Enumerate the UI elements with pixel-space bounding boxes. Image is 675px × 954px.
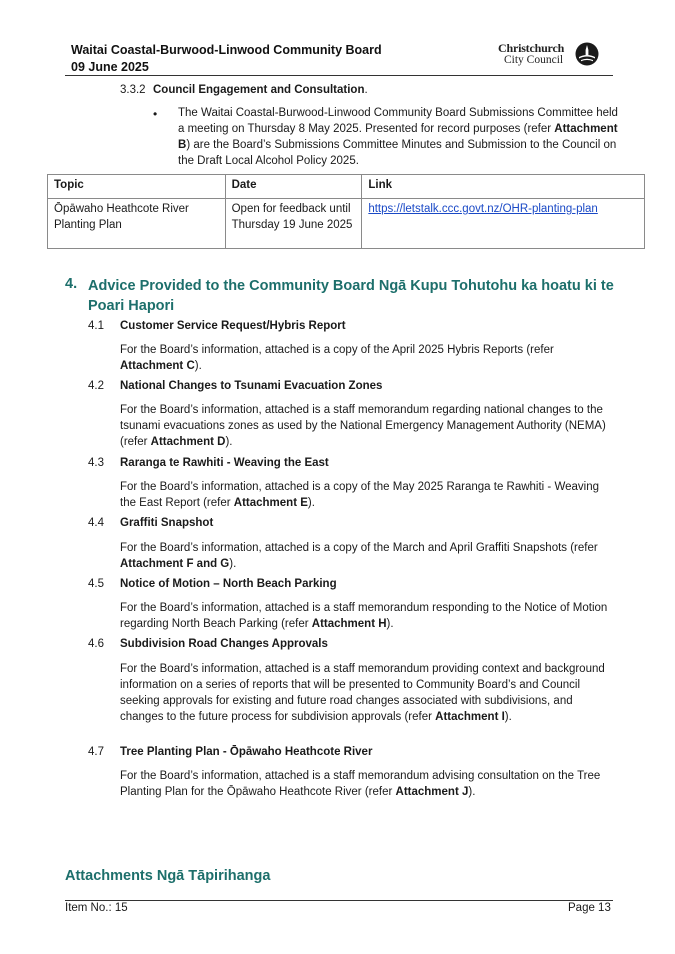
item-body: For the Board’s information, attached is a copy of the April 2025 Hybris Reports (refer Attachment C). [120,344,554,372]
attachment-ref: Attachment J [395,786,469,798]
item-title: Raranga te Rawhiti - Weaving the East [120,457,329,469]
header-rule [65,75,613,76]
item-title: Customer Service Request/Hybris Report [120,320,346,332]
item-title: Notice of Motion – North Beach Parking [120,578,337,590]
item-number: 4.5 [88,578,104,590]
logo-line2: City Council [504,54,564,66]
item-body: For the Board’s information, attached is a copy of the May 2025 Raranga te Rawhiti - Weaving the East Report (refer Attachment E). [120,481,599,509]
bullet-icon: • [153,107,158,121]
item-title: National Changes to Tsunami Evacuation Zones [120,380,383,392]
attachment-ref: Attachment C [120,360,195,372]
col-header-link: Link [362,175,645,199]
bullet-paragraph: The Waitai Coastal-Burwood-Linwood Community Board Submissions Committee held a meeting on Thursday 8 May 2025. Presented for record purposes (refer Attachment B) are the Board’s Submissions Committee Minutes and Submission to the Council on the Draft Local Alcohol Policy 2025. [178,107,618,167]
item-body: For the Board’s information, attached is a staff memorandum providing context and background information on a series of reports that will be presented to Community Board’s and Council seeking approvals for existing and future road changes associated with subdivisions, and changes to the future process for subdivision approvals (refer Attachment I). [120,663,605,723]
item-number: 4.6 [88,638,104,650]
item-number: 4.7 [88,746,104,758]
item-number: 4.4 [88,517,104,529]
cathedral-logo-icon [575,42,599,66]
section-number: 4. [65,276,78,292]
col-header-date: Date [225,175,362,199]
subsection-number: 3.3.2 [120,84,146,96]
council-logo [498,42,600,68]
attachment-ref: Attachment H [311,618,387,630]
attachment-ref: Attachment I [435,711,505,723]
item-number: 4.1 [88,320,104,332]
col-header-topic: Topic [48,175,226,199]
item-number-footer: Item No.: 15 [65,902,128,914]
attachments-heading: Attachments Ngā Tāpirihanga [65,868,271,884]
attachment-ref: Attachment B [178,123,618,151]
item-body: For the Board’s information, attached is a staff memorandum advising consultation on the Tree Planting Plan for the Ōpāwaho Heathcote River (refer Attachment J). [120,770,601,798]
item-number: 4.3 [88,457,104,469]
item-title: Graffiti Snapshot [120,517,214,529]
logo-line1: Christchurch [498,41,565,55]
table-row [48,199,645,249]
item-number: 4.2 [88,380,104,392]
attachment-ref: Attachment F and G [120,558,230,570]
attachment-ref: Attachment D [150,436,226,448]
table-header-row [48,175,645,199]
subsection-title: Council Engagement and Consultation. [153,84,368,96]
section-title: Advice Provided to the Community Board Ngā Kupu Tohutohu ka hoatu ki te Poari Hapori [88,278,614,314]
attachment-ref: Attachment E [233,497,308,509]
item-body: For the Board’s information, attached is a staff memorandum responding to the Notice of Motion regarding North Beach Parking (refer Attachment H). [120,602,608,630]
item-title: Tree Planting Plan - Ōpāwaho Heathcote River [120,746,373,758]
meeting-date: 09 June 2025 [71,60,149,74]
item-body: For the Board’s information, attached is a copy of the March and April Graffiti Snapshots (refer Attachment F and G). [120,542,598,570]
item-title: Subdivision Road Changes Approvals [120,638,328,650]
consultation-link[interactable]: https://letstalk.ccc.govt.nz/OHR-planting-plan [362,199,645,249]
header-title [71,42,382,76]
footer-rule [65,900,613,901]
item-body: For the Board’s information, attached is a staff memorandum regarding national changes to the tsunami evacuations zones as used by the National Emergency Management Authority (NEMA) (refer Attachment D). [120,404,606,448]
cell-date: Open for feedback until Thursday 19 June 2025 [225,199,362,249]
consultation-table [47,174,645,249]
board-name: Waitai Coastal-Burwood-Linwood Community Board [71,43,382,57]
page-number: Page 13 [568,902,611,914]
cell-topic: Ōpāwaho Heathcote River Planting Plan [48,199,226,249]
